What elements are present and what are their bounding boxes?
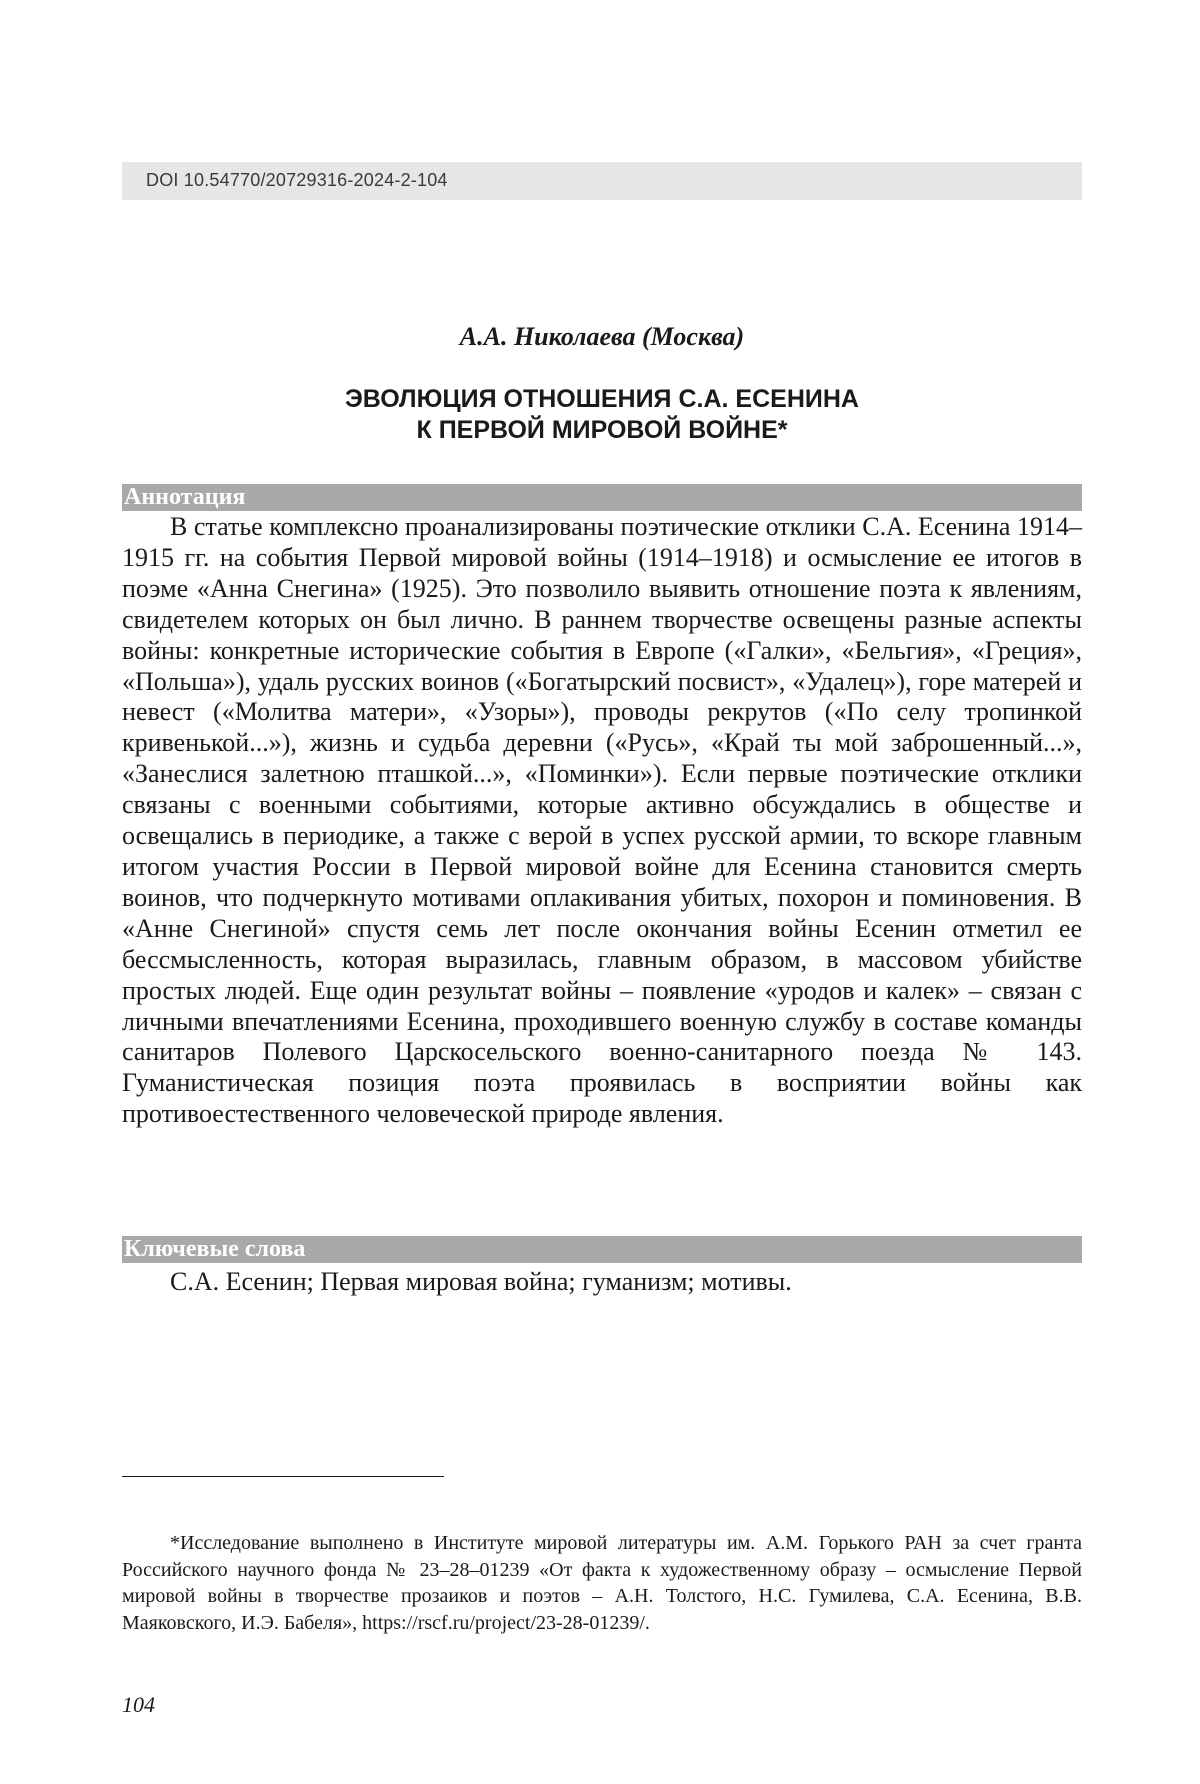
keywords-heading-bar <box>122 1236 1082 1263</box>
footnote-text: *Исследование выполнено в Институте мировой литературы им. А.М. Горького РАН за счет гранта Российского научного фонда № 23–28–01239 «От факта к художественному образу – осмысление Первой мировой войны в творчестве прозаиков и поэтов – А.Н. Толстого, Н.С. Гумилева, С.А. Есенина, В.В. Маяковского, И.Э. Бабеля», https://rscf.ru/project/23-28-01239/. <box>122 1532 1082 1634</box>
page-number: 104 <box>122 1692 155 1717</box>
abstract-text: В статье комплексно проанализированы поэтические отклики С.А. Есенина 1914–1915 гг. на события Первой мировой войны (1914–1918) и осмысление ее итогов в поэме «Анна Снегина» (1925). Это позволило выявить отношение поэта к явлениям, свидетелем которых он был лично. В раннем творчестве освещены разные аспекты войны: конкретные исторические события в Европе («Галки», «Бельгия», «Греция», «Польша»), удаль русских воинов («Богатырский посвист», «Удалец»), горе матерей и невест («Молитва матери», «Узоры»), проводы рекрутов («По селу тропинкой кривенькой...»), жизнь и судьба деревни («Русь», «Край ты мой заброшенный...», «Занеслися залетною пташкой...», «Поминки»). Если первые поэтические отклики связаны с военными событиями, которые активно обсуждались в обществе и освещались в периодике, а также с верой в успех русской армии, то вскоре главным итогом участия России в Первой мировой войне для Есенина становится смерть воинов, что подчеркнуто мотивами оплакивания убитых, похорон и поминовения. В «Анне Снегиной» спустя семь лет после окончания войны Есенин отметил ее бессмысленность, которая выразилась, главным образом, в массовом убийстве простых людей. Еще один результат войны – появление «уродов и калек» – связан с личными впечатлениями Есенина, проходившего военную службу в составе команды санитаров Полевого Царскосельского военно-санитарного поезда № 143. Гуманистическая позиция поэта проявилась в восприятии войны как противоестественного человеческой природе явления. <box>122 512 1082 1129</box>
abstract-heading-bar <box>122 484 1082 511</box>
abstract-heading: Аннотация <box>124 484 246 510</box>
title-line-2: К ПЕРВОЙ МИРОВОЙ ВОЙНЕ* <box>416 416 788 444</box>
article-title <box>122 384 1082 446</box>
title-line-1: ЭВОЛЮЦИЯ ОТНОШЕНИЯ С.А. ЕСЕНИНА <box>345 385 859 413</box>
keywords-text: С.А. Есенин; Первая мировая война; гуманизм; мотивы. <box>170 1267 792 1296</box>
article-author: А.А. Николаева (Москва) <box>459 322 745 351</box>
doi-bar <box>122 162 1082 200</box>
footnote-divider <box>122 1476 444 1477</box>
doi-text: DOI 10.54770/20729316-2024-2-104 <box>146 170 448 190</box>
keywords-heading: Ключевые слова <box>124 1236 306 1262</box>
